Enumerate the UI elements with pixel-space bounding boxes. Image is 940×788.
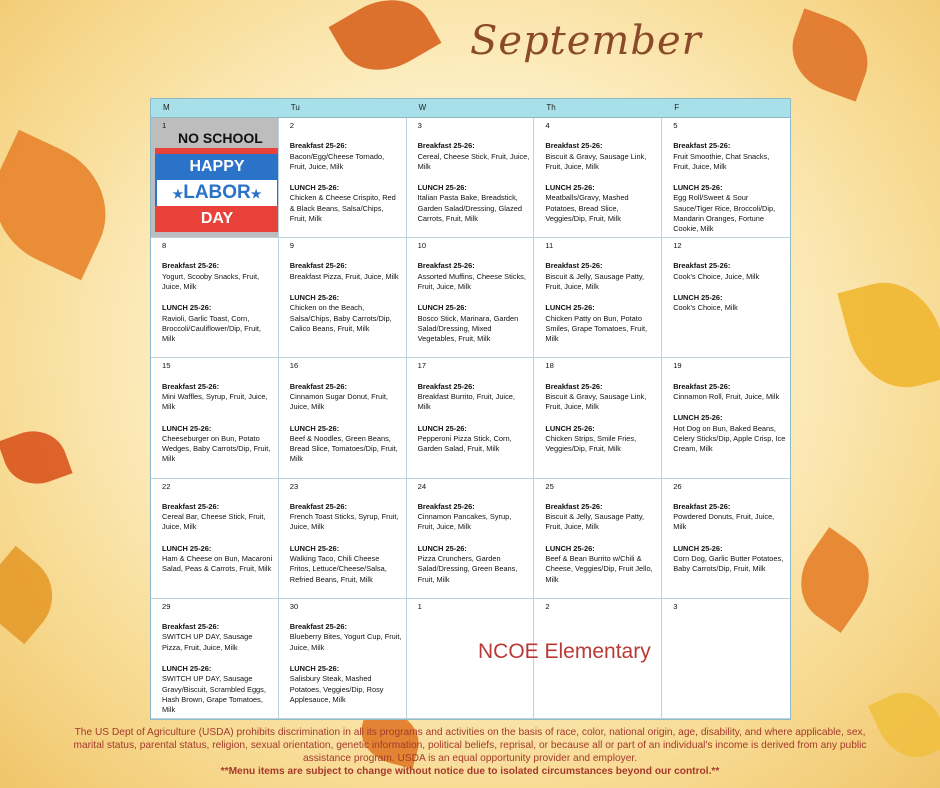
leaf-decoration: [868, 681, 940, 770]
leaf-decoration: [837, 270, 940, 400]
day-cell: [279, 479, 407, 599]
date-number: 3: [673, 601, 678, 611]
breakfast-label: Breakfast 25-26:: [673, 141, 731, 151]
breakfast-items: Fruit Smoothie, Chat Snacks, Fruit, Juice, Milk: [673, 151, 770, 171]
star-icon: ★: [250, 187, 262, 201]
date-number: 2: [289, 121, 295, 130]
breakfast-label: Breakfast 25-26:: [545, 381, 603, 391]
lunch-label: LUNCH 25-26:: [417, 423, 467, 433]
breakfast-label: Breakfast 25-26:: [545, 141, 603, 151]
breakfast-items: Biscuit & Gravy, Sausage Link, Fruit, Juice, Milk: [545, 151, 647, 171]
date-number: 18: [545, 361, 554, 371]
menu-calendar: [150, 98, 791, 720]
date-number: 30: [289, 601, 299, 611]
lunch-label: LUNCH 25-26:: [673, 293, 723, 303]
day-cell: [407, 238, 535, 358]
day-cell: [151, 358, 279, 478]
menu-change-note: **Menu items are subject to change without notice due to isolated circumstances beyond our control.**: [220, 766, 720, 777]
day-cell: [407, 358, 535, 478]
breakfast-items: Breakfast Pizza, Fruit, Juice, Milk: [289, 271, 399, 281]
breakfast-items: Biscuit & Jelly, Sausage Patty, Fruit, Juice, Milk: [545, 271, 645, 292]
breakfast-label: Breakfast 25-26:: [289, 261, 347, 271]
star-icon: ★: [172, 187, 184, 201]
banner-line: DAY: [155, 206, 279, 232]
lunch-items: Beef & Noodles, Green Beans, Bread Slice, Tomatoes/Dip, Fruit, Milk: [289, 433, 398, 464]
breakfast-label: Breakfast 25-26:: [162, 622, 220, 632]
lunch-items: Walking Taco, Chili Cheese Fritos, Lettuce/Cheese/Salsa, Refried Beans, Fruit, Milk: [289, 554, 387, 584]
banner-line: HAPPY: [155, 154, 279, 180]
leaf-decoration: [783, 527, 886, 633]
breakfast-label: Breakfast 25-26:: [162, 261, 220, 271]
date-number: 17: [417, 361, 427, 371]
breakfast-items: Cook's Choice, Juice, Milk: [673, 271, 760, 281]
breakfast-items: Cereal Bar, Cheese Stick, Fruit, Juice, Milk: [162, 512, 266, 532]
day-cell: [151, 479, 279, 599]
breakfast-label: Breakfast 25-26:: [673, 501, 731, 511]
date-number: 12: [673, 241, 682, 251]
lunch-items: Corn Dog, Garlic Butter Potatoes, Baby Carrots/Dip, Fruit, Milk: [673, 554, 784, 574]
breakfast-label: Breakfast 25-26:: [417, 501, 475, 511]
breakfast-label: Breakfast 25-26:: [417, 141, 475, 151]
lunch-items: Egg Roll/Sweet & Sour Sauce/Tiger Rice, Broccoli/Dip, Mandarin Oranges, Fortune Cookie, Milk: [673, 193, 776, 234]
leaf-decoration: [0, 421, 73, 493]
lunch-items: Bosco Stick, Marinara, Garden Salad/Dressing, Mixed Vegetables, Fruit, Milk: [417, 313, 519, 344]
day-cell: [279, 118, 407, 238]
school-name: NCOE Elementary: [478, 640, 651, 663]
weekday-label: W: [418, 103, 427, 112]
labor-day-banner: [155, 148, 279, 238]
lunch-label: LUNCH 25-26:: [417, 543, 467, 553]
date-number: 8: [162, 241, 167, 251]
lunch-items: Ravioli, Garlic Toast, Corn, Broccoli/Cauliflower/Dip, Fruit, Milk: [162, 313, 261, 344]
lunch-label: LUNCH 25-26:: [673, 543, 723, 553]
date-number: 4: [545, 121, 550, 130]
weekday-label: M: [163, 103, 170, 112]
lunch-label: LUNCH 25-26:: [162, 543, 212, 553]
date-number: 5: [673, 121, 678, 130]
lunch-label: LUNCH 25-26:: [545, 183, 595, 193]
day-cell: [151, 599, 279, 719]
lunch-label: LUNCH 25-26:: [545, 543, 595, 553]
breakfast-items: Cereal, Cheese Stick, Fruit, Juice, Milk: [417, 151, 530, 171]
breakfast-label: Breakfast 25-26:: [545, 261, 603, 271]
date-number: 29: [162, 601, 171, 611]
nondiscrimination-statement: The US Dept of Agriculture (USDA) prohibits discrimination in all its programs and activities on the basis of race, color, national origin, age, disability, and where applicable, sex, marital status, parental status, religion, sexual orientation, genetic information, political beliefs, reprisal, or because all or part of an individual's income is derived from any public assistance program. USDA is an equal opportunity provider and employer.: [73, 727, 867, 764]
breakfast-items: Biscuit & Gravy, Sausage Link, Fruit, Juice, Milk: [545, 391, 647, 412]
date-number: 19: [673, 361, 682, 371]
day-cell: [662, 479, 790, 599]
date-number: 25: [545, 481, 554, 491]
date-number: 11: [545, 241, 554, 251]
weekday-label: Tu: [290, 103, 300, 112]
day-cell: [662, 358, 790, 478]
lunch-label: LUNCH 25-26:: [289, 543, 340, 553]
leaf-decoration: [0, 130, 128, 280]
month-title: September: [470, 18, 702, 64]
usda-footer: [70, 726, 870, 778]
day-cell: [279, 599, 407, 719]
banner-line: ★LABOR★: [155, 180, 279, 206]
day-cell: [662, 238, 790, 358]
date-number: 24: [417, 481, 427, 491]
weekday-label: Th: [546, 103, 556, 112]
breakfast-items: Cinnamon Pancakes, Syrup, Fruit, Juice, Milk: [417, 512, 512, 532]
lunch-label: LUNCH 25-26:: [545, 423, 595, 433]
lunch-items: Beef & Bean Burrito w/Chili & Cheese, Veggies/Dip, Fruit Jello, Milk: [545, 554, 653, 584]
leaf-decoration: [780, 8, 879, 101]
date-number: 23: [289, 481, 299, 491]
lunch-label: LUNCH 25-26:: [162, 423, 212, 433]
breakfast-label: Breakfast 25-26:: [417, 381, 475, 391]
no-school-label: NO SCHOOL: [178, 130, 263, 147]
breakfast-label: Breakfast 25-26:: [289, 501, 347, 511]
date-number: 10: [417, 241, 427, 251]
date-number: 2: [545, 601, 550, 611]
lunch-label: LUNCH 25-26:: [289, 423, 340, 433]
breakfast-items: French Toast Sticks, Syrup, Fruit, Juice, Milk: [289, 512, 399, 532]
day-cell: [151, 238, 279, 358]
breakfast-label: Breakfast 25-26:: [162, 501, 220, 511]
breakfast-items: Cinnamon Roll, Fruit, Juice, Milk: [673, 391, 780, 401]
breakfast-label: Breakfast 25-26:: [673, 381, 731, 391]
breakfast-items: Assorted Muffins, Cheese Sticks, Fruit, Juice, Milk: [417, 271, 526, 292]
lunch-items: Salisbury Steak, Mashed Potatoes, Veggies/Dip, Rosy Applesauce, Milk: [289, 674, 384, 704]
breakfast-label: Breakfast 25-26:: [162, 381, 220, 391]
empty-day-cell: [662, 599, 790, 719]
lunch-items: Meatballs/Gravy, Mashed Potatoes, Bread Slice, Veggies/Dip, Fruit, Milk: [545, 193, 629, 224]
date-number: 1: [417, 601, 422, 611]
date-number: 9: [289, 241, 295, 251]
lunch-label: LUNCH 25-26:: [673, 413, 723, 423]
lunch-label: LUNCH 25-26:: [417, 183, 467, 193]
lunch-label: LUNCH 25-26:: [289, 293, 340, 303]
lunch-items: Chicken on the Beach, Salsa/Chips, Baby Carrots/Dip, Calico Beans, Fruit, Milk: [289, 303, 392, 333]
lunch-items: Chicken Strips, Smile Fries, Veggies/Dip, Fruit, Milk: [545, 433, 637, 454]
breakfast-label: Breakfast 25-26:: [673, 261, 731, 271]
date-number: 3: [417, 121, 422, 130]
lunch-label: LUNCH 25-26:: [417, 303, 467, 313]
weekday-header: [151, 99, 790, 118]
lunch-label: LUNCH 25-26:: [162, 303, 212, 313]
breakfast-items: Yogurt, Scooby Snacks, Fruit, Juice, Milk: [162, 271, 260, 292]
breakfast-items: Breakfast Burrito, Fruit, Juice, Milk: [417, 391, 515, 412]
lunch-items: Ham & Cheese on Bun, Macaroni Salad, Peas & Carrots, Fruit, Milk: [162, 554, 273, 574]
lunch-items: Chicken & Cheese Crispito, Red & Black Beans, Salsa/Chips, Fruit, Milk: [289, 193, 396, 224]
breakfast-items: Cinnamon Sugar Donut, Fruit, Juice, Milk: [289, 391, 388, 412]
weekday-label: F: [674, 103, 680, 112]
lunch-items: Cheeseburger on Bun, Potato Wedges, Baby Carrots/Dip, Fruit, Milk: [162, 433, 271, 464]
lunch-label: LUNCH 25-26:: [289, 183, 340, 193]
breakfast-items: Biscuit & Jelly, Sausage Patty, Fruit, Juice, Milk: [545, 512, 645, 532]
breakfast-items: Mini Waffles, Syrup, Fruit, Juice, Milk: [162, 391, 268, 412]
day-cell: [279, 238, 407, 358]
date-number: 16: [289, 361, 299, 371]
breakfast-label: Breakfast 25-26:: [289, 622, 347, 632]
breakfast-items: Powdered Donuts, Fruit, Juice, Milk: [673, 512, 775, 532]
lunch-label: LUNCH 25-26:: [673, 183, 723, 193]
holiday-cell: [151, 118, 279, 238]
breakfast-label: Breakfast 25-26:: [417, 261, 475, 271]
breakfast-label: Breakfast 25-26:: [289, 381, 347, 391]
lunch-items: Cook's Choice, Milk: [673, 303, 738, 313]
date-number: 26: [673, 481, 682, 491]
lunch-items: Pizza Crunchers, Garden Salad/Dressing, Green Beans, Fruit, Milk: [417, 554, 518, 584]
date-number: 15: [162, 361, 171, 371]
leaf-decoration: [329, 0, 442, 88]
day-cell: [662, 118, 790, 238]
breakfast-items: Bacon/Egg/Cheese Tornado, Fruit, Juice, Milk: [289, 151, 385, 171]
lunch-items: Italian Pasta Bake, Breadstick, Garden Salad/Dressing, Glazed Carrots, Fruit, Milk: [417, 193, 522, 224]
day-cell: [534, 118, 662, 238]
lunch-items: Chicken Patty on Bun, Potato Smiles, Grape Tomatoes, Fruit, Milk: [545, 313, 648, 344]
day-cell: [534, 238, 662, 358]
breakfast-label: Breakfast 25-26:: [289, 141, 347, 151]
lunch-items: SWITCH UP DAY, Sausage Gravy/Biscuit, Scrambled Eggs, Hash Brown, Grape Tomatoes, Milk: [162, 674, 266, 715]
day-cell: [407, 118, 535, 238]
date-number: 1: [162, 121, 167, 130]
lunch-label: LUNCH 25-26:: [162, 663, 212, 673]
lunch-label: LUNCH 25-26:: [545, 303, 595, 313]
date-number: 22: [162, 481, 171, 491]
calendar-grid: [151, 118, 790, 719]
breakfast-items: SWITCH UP DAY, Sausage Pizza, Fruit, Juice, Milk: [162, 632, 253, 652]
day-cell: [279, 358, 407, 478]
lunch-label: LUNCH 25-26:: [289, 663, 340, 673]
breakfast-items: Blueberry Bites, Yogurt Cup, Fruit, Juice, Milk: [289, 632, 402, 652]
lunch-items: Pepperoni Pizza Stick, Corn, Garden Salad, Fruit, Milk: [417, 433, 512, 454]
day-cell: [407, 479, 535, 599]
day-cell: [534, 479, 662, 599]
leaf-decoration: [0, 546, 69, 645]
breakfast-label: Breakfast 25-26:: [545, 501, 603, 511]
lunch-items: Hot Dog on Bun, Baked Beans, Celery Sticks/Dip, Apple Crisp, Ice Cream, Milk: [673, 423, 786, 454]
day-cell: [534, 358, 662, 478]
